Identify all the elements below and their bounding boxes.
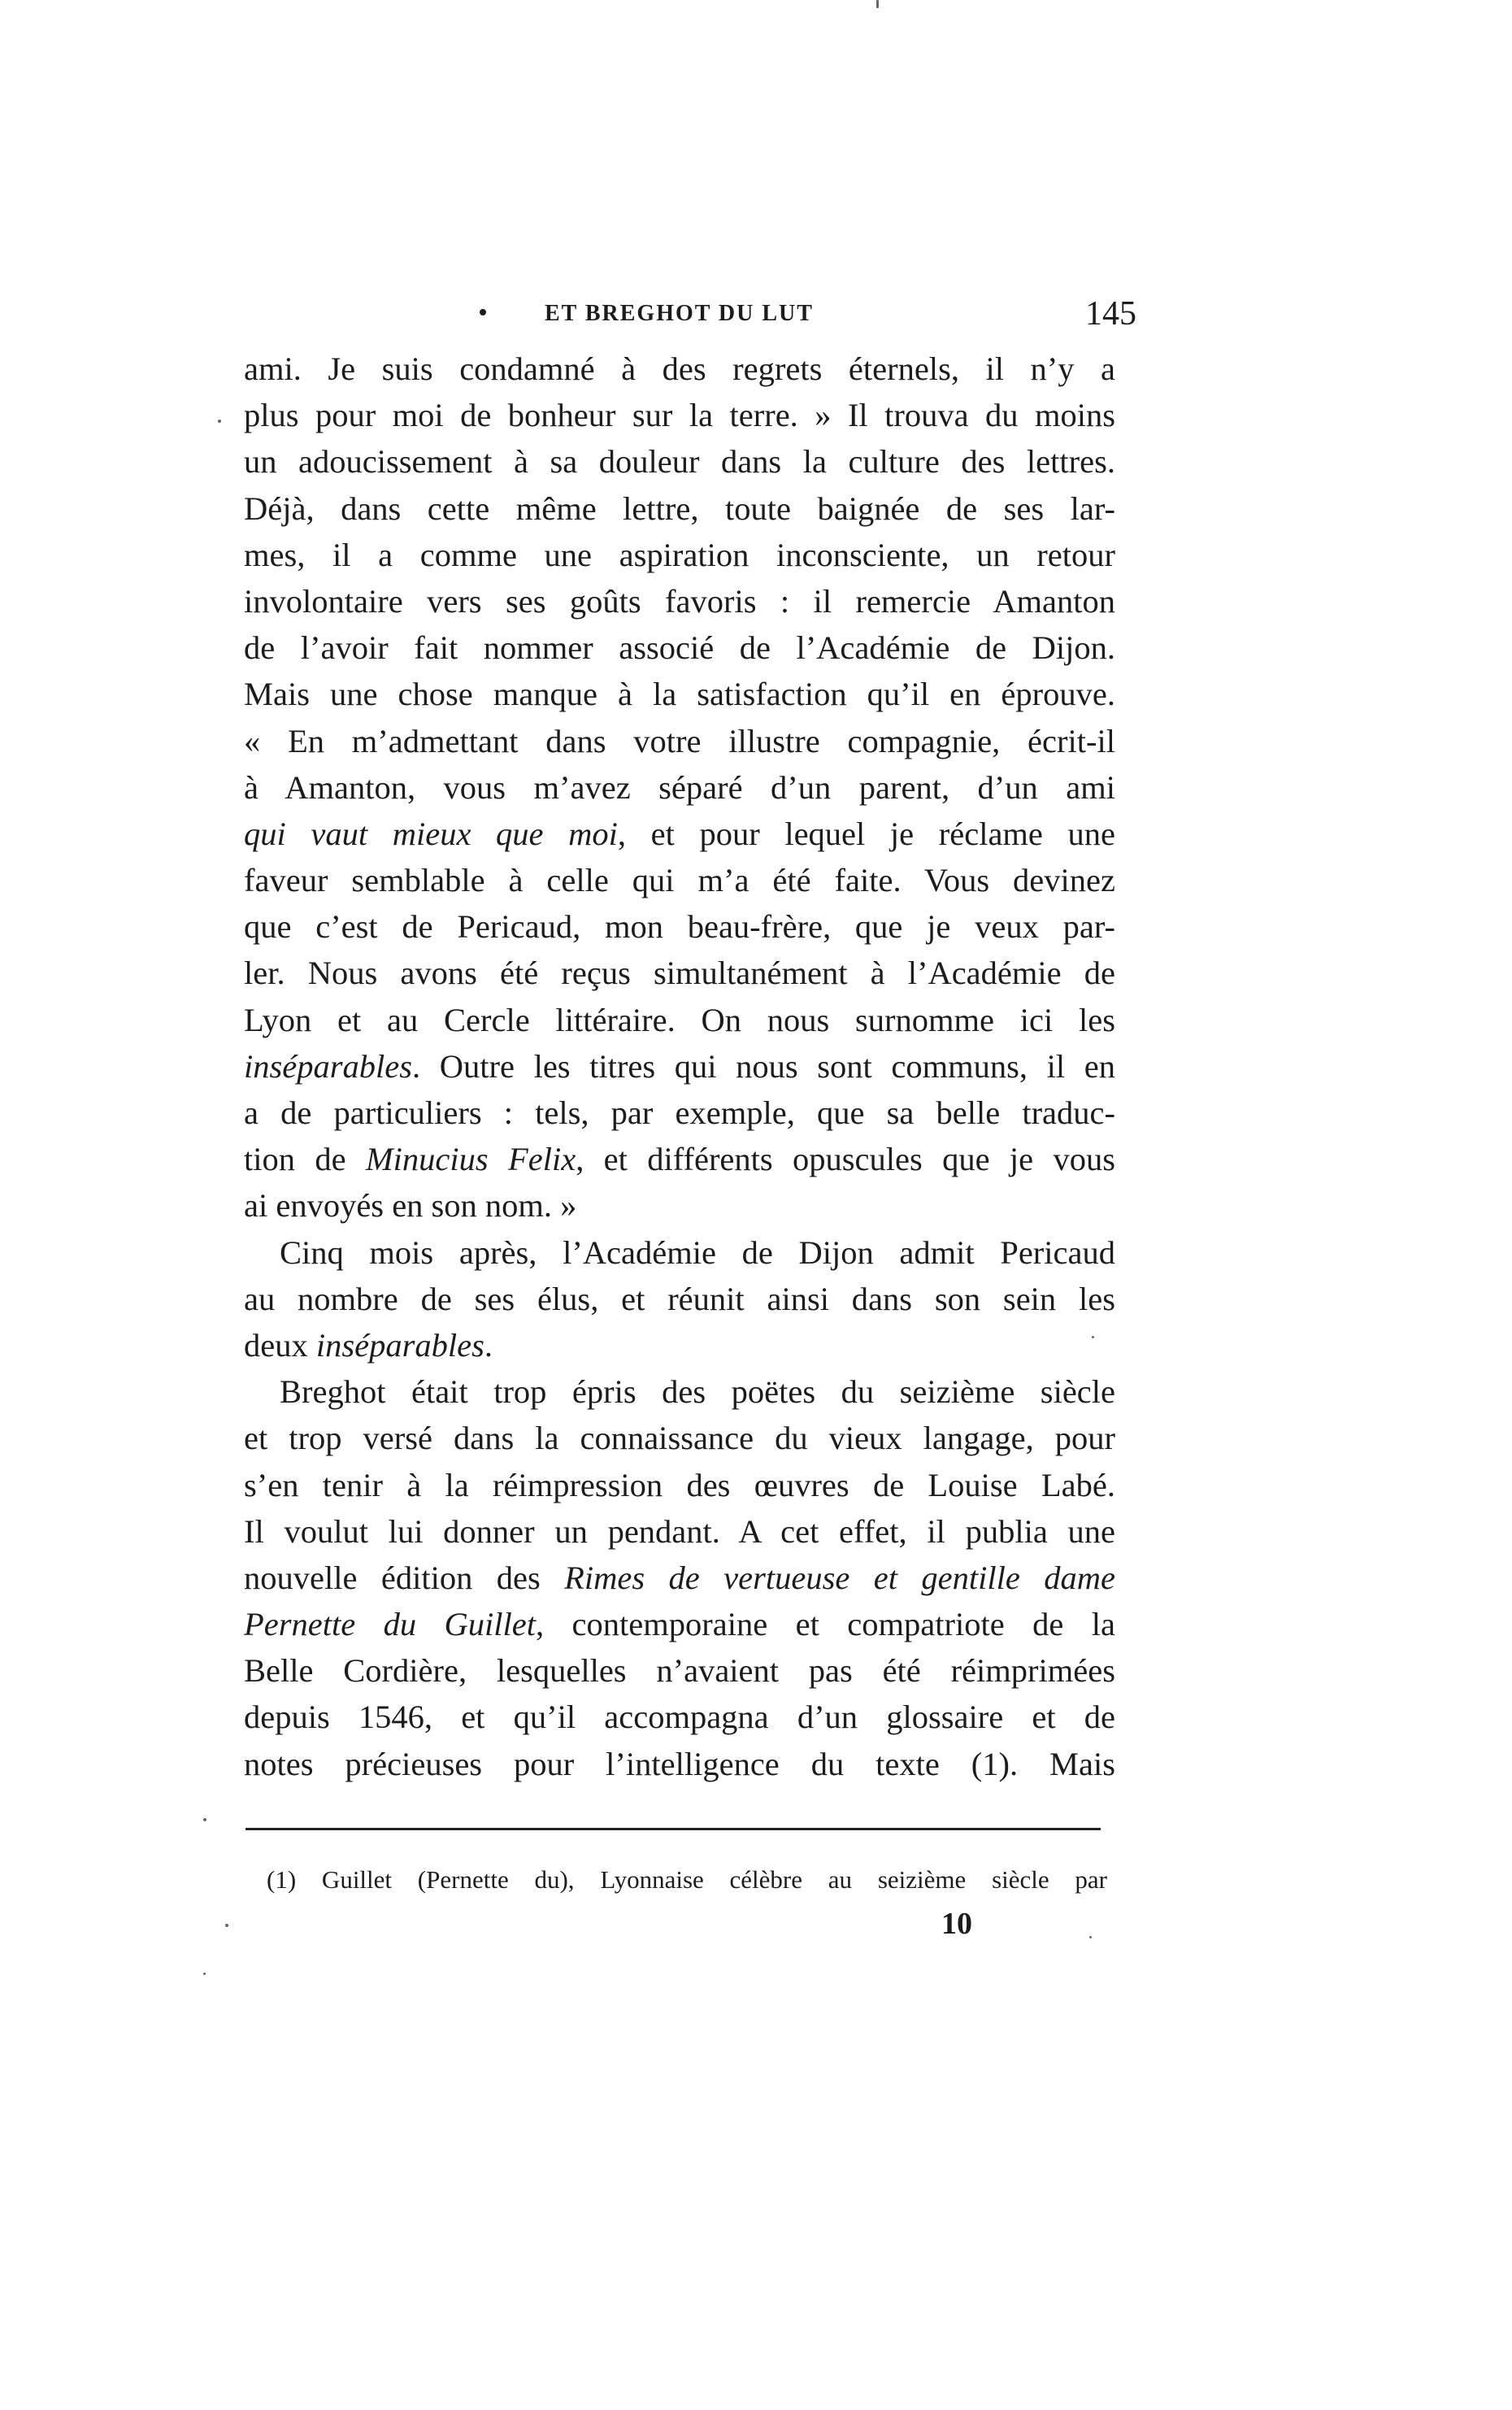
signature-mark: 10 <box>941 1907 972 1941</box>
italic-phrase: Pernette du Guillet <box>244 1606 537 1643</box>
line-rest: , et pour lequel je réclame une <box>617 815 1115 852</box>
print-speck <box>1092 1336 1094 1338</box>
text-line <box>244 1555 1115 1601</box>
italic-phrase: Minucius Felix <box>365 1141 576 1178</box>
text-line: à Amanton, vous m’avez séparé d’un parent, d’un ami <box>244 768 1115 806</box>
print-speck <box>203 1973 206 1975</box>
text-line <box>244 1043 1115 1090</box>
text-line: au nombre de ses élus, et réunit ainsi dans son sein les <box>244 1280 1115 1317</box>
line-rest: , contemporaine et compatriote de la <box>536 1606 1115 1643</box>
text-line: de l’avoir fait nommer associé de l’Académie de Dijon. <box>244 629 1115 667</box>
print-speck <box>218 420 221 423</box>
text-line: Cinq mois après, l’Académie de Dijon admit Pericaud <box>280 1233 1115 1271</box>
text-line: plus pour moi de bonheur sur la terre. » Il trouva du moins <box>244 397 1115 434</box>
line-rest: . Outre les titres qui nous sont communs, il en <box>412 1047 1115 1085</box>
text-line: ami. Je suis condamné à des regrets éternels, il n’y a <box>244 350 1115 387</box>
text-line <box>244 1136 1115 1182</box>
print-speck <box>203 1818 206 1821</box>
print-speck <box>1089 1936 1092 1938</box>
print-speck <box>225 1924 228 1927</box>
text-line: notes précieuses pour l’intelligence du texte (1). Mais <box>244 1745 1115 1782</box>
text-line: Breghot était trop épris des poëtes du seizième siècle <box>280 1373 1115 1411</box>
text-line: « En m’admettant dans votre illustre compagnie, écrit-il <box>244 722 1115 759</box>
line-start: tion de <box>244 1141 366 1178</box>
footnote: (1) Guillet (Pernette du), Lyonnaise célèbre au seizième siècle par <box>267 1865 1107 1894</box>
text-line: Il voulut lui donner un pendant. A cet effet, il publia une <box>244 1512 1115 1550</box>
text-line: que c’est de Pericaud, mon beau-frère, que je veux par- <box>244 908 1115 946</box>
text-line: s’en tenir à la réimpression des œuvres de Louise Labé. <box>244 1466 1115 1503</box>
italic-phrase: inséparables <box>315 1326 484 1364</box>
body-text <box>244 346 1115 1787</box>
text-line: faveur semblable à celle qui m’a été faite. Vous devinez <box>244 862 1115 899</box>
text-line <box>244 1322 1115 1368</box>
text-line: ai envoyés en son nom. » <box>244 1187 577 1225</box>
ornament-dot <box>480 309 486 315</box>
text-line <box>244 811 1115 857</box>
line-start: deux <box>244 1326 316 1364</box>
line-rest: , et différents opuscules que je vous <box>576 1141 1115 1178</box>
print-speck <box>876 0 879 8</box>
italic-phrase: Rimes de vertueuse et gentille dame <box>564 1559 1115 1596</box>
text-line: depuis 1546, et qu’il accompagna d’un glossaire et de <box>244 1699 1115 1736</box>
line-rest: . <box>484 1326 493 1364</box>
italic-phrase: qui vaut mieux que moi <box>244 815 618 852</box>
text-line: Déjà, dans cette même lettre, toute baignée de ses lar- <box>244 489 1115 527</box>
text-line: et trop versé dans la connaissance du vieux langage, pour <box>244 1420 1115 1457</box>
footnote-rule <box>245 1828 1101 1830</box>
page-number: 145 <box>1085 295 1136 333</box>
running-head <box>244 295 1136 350</box>
text-line: un adoucissement à sa douleur dans la culture des lettres. <box>244 443 1115 481</box>
italic-phrase: inséparables <box>244 1047 412 1085</box>
text-line: Belle Cordière, lesquelles n’avaient pas été réimprimées <box>244 1652 1115 1690</box>
text-line: involontaire vers ses goûts favoris : il remercie Amanton <box>244 582 1115 620</box>
text-line: mes, il a comme une aspiration inconsciente, un retour <box>244 536 1115 573</box>
text-line: Mais une chose manque à la satisfaction qu’il en éprouve. <box>244 676 1115 713</box>
text-line: Lyon et au Cercle littéraire. On nous surnomme ici les <box>244 1001 1115 1038</box>
text-line: a de particuliers : tels, par exemple, que sa belle traduc- <box>244 1094 1115 1131</box>
text-line: ler. Nous avons été reçus simultanément à l’Académie de <box>244 955 1115 992</box>
line-start: nouvelle édition des <box>244 1559 565 1596</box>
text-line <box>244 1601 1115 1647</box>
running-head-title: ET BREGHOT DU LUT <box>545 301 814 326</box>
